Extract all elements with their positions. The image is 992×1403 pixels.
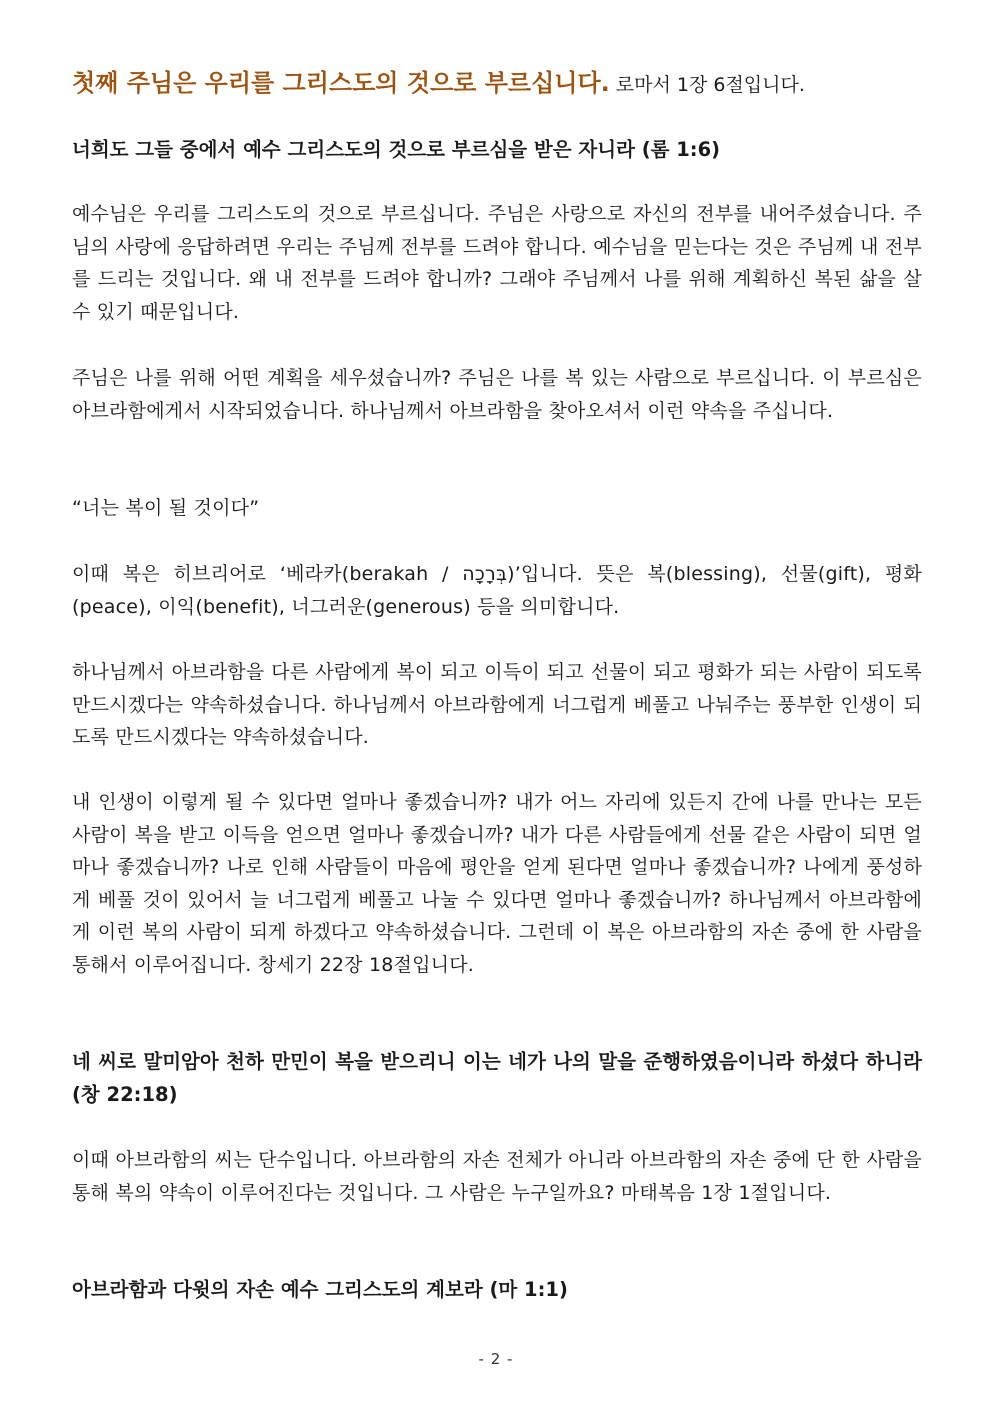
page-number: - 2 - bbox=[478, 1350, 514, 1368]
paragraph-2: 주님은 나를 위해 어떤 계획을 세우셨습니까? 주님은 나를 복 있는 사람으로 부르십니다. 이 부르심은 아브라함에게서 시작되었습니다. 하나님께서 아브라함을 찾아오셔서 이런 약속을 주십니다. bbox=[72, 367, 922, 422]
scripture-reference: 로마서 1장 6절입니다. bbox=[615, 74, 805, 96]
section-heading bbox=[72, 60, 805, 109]
scripture-verse-romans: 너희도 그들 중에서 예수 그리스도의 것으로 부르심을 받은 자니라 (롬 1:6) bbox=[72, 138, 721, 161]
paragraph-3: 하나님께서 아브라함을 다른 사람에게 복이 되고 이득이 되고 선물이 되고 평화가 되는 사람이 되도록 만드시겠다는 약속하셨습니다. 하나님께서 아브라함에게 너그럽게 베풀고 나눠주는 풍부한 인생이 되도록 만드시겠다는 약속하셨습니다. bbox=[72, 661, 922, 749]
paragraph-4: 내 인생이 이렇게 될 수 있다면 얼마나 좋겠습니까? 내가 어느 자리에 있든지 간에 나를 만나는 모든 사람이 복을 받고 이득을 얻으면 얼마나 좋겠습니까? 내가 다른 사람들에게 선물 같은 사람이 되면 얼마나 좋겠습니까? 나로 인해 사람들이 마음에 평안을 얻게 된다면 얼마나 좋겠습니까? 나에게 풍성하게 베풀 것이 있어서 늘 너그럽게 베풀고 나눌 수 있다면 얼마나 좋겠습니까? 하나님께서 아브라함에게 이런 복의 사람이 되게 하겠다고 약속하셨습니다. 그런데 이 복은 아브라함의 자손 중에 한 사람을 통해서 이루어집니다. 창세기 22장 18절입니다. bbox=[72, 791, 922, 976]
paragraph-berakah: 이때 복은 히브리어로 ‘베라카(berakah / בְּרָכָה)’입니다. 뜻은 복(blessing), 선물(gift), 평화(peace), 이익(benefit), 너그러운(generous) 등을 의미합니다. bbox=[72, 563, 922, 618]
paragraph-5: 이때 아브라함의 씨는 단수입니다. 아브라함의 자손 전체가 아니라 아브라함의 자손 중에 단 한 사람을 통해 복의 약속이 이루어진다는 것입니다. 그 사람은 누구일까요? 마태복음 1장 1절입니다. bbox=[72, 1149, 922, 1204]
paragraph-1: 예수님은 우리를 그리스도의 것으로 부르십니다. 주님은 사랑으로 자신의 전부를 내어주셨습니다. 주님의 사랑에 응답하려면 우리는 주님께 전부를 드려야 합니다. 예수님을 믿는다는 것은 주님께 내 전부를 드리는 것입니다. 왜 내 전부를 드려야 합니까? 그래야 주님께서 나를 위해 계획하신 복된 삶을 살 수 있기 때문입니다. bbox=[72, 203, 922, 323]
scripture-verse-matthew: 아브라함과 다윗의 자손 예수 그리스도의 계보라 (마 1:1) bbox=[72, 1278, 568, 1301]
quote-line: “너는 복이 될 것이다” bbox=[72, 497, 260, 519]
section-title: 첫째 주님은 우리를 그리스도의 것으로 부르십니다. bbox=[72, 69, 610, 97]
scripture-verse-genesis: 네 씨로 말미암아 천하 만민이 복을 받으리니 이는 네가 나의 말을 준행하였음이니라 하셨다 하니라 (창 22:18) bbox=[72, 1050, 922, 1106]
